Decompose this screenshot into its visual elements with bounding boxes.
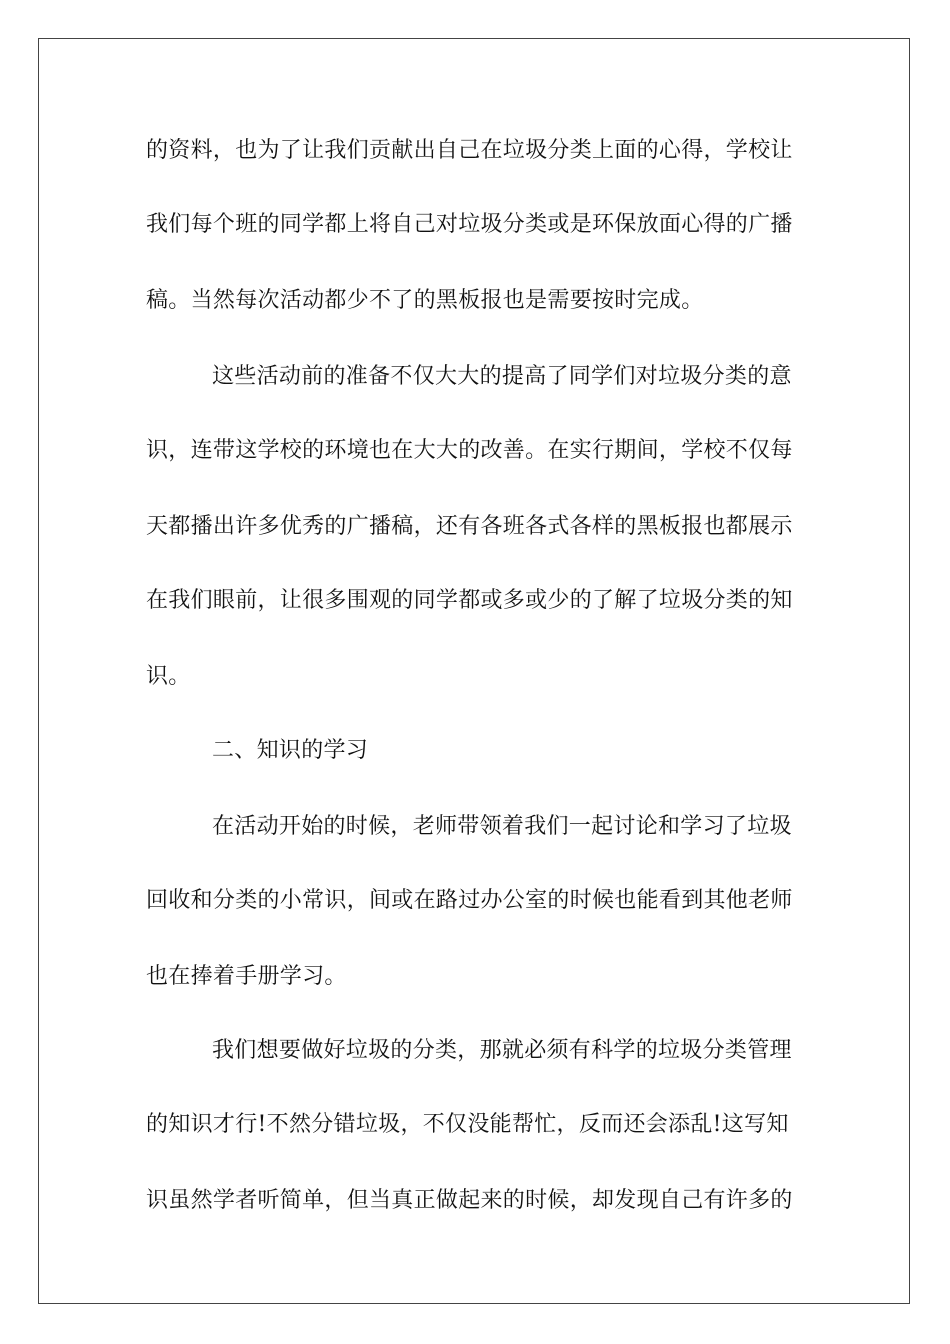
- text-line: 的知识才行!不然分错垃圾，不仅没能帮忙，反而还会添乱!这写知: [146, 1112, 789, 1137]
- text-line: 的资料，也为了让我们贡献出自己在垃圾分类上面的心得，学校让: [146, 138, 793, 163]
- text-line: 我们每个班的同学都上将自己对垃圾分类或是环保放面心得的广播: [146, 212, 793, 237]
- text-line: 天都播出许多优秀的广播稿，还有各班各式各样的黑板报也都展示: [146, 514, 793, 539]
- text-line: 在我们眼前，让很多围观的同学都或多或少的了解了垃圾分类的知: [146, 588, 793, 613]
- text-line: 识，连带这学校的环境也在大大的改善。在实行期间，学校不仅每: [146, 438, 793, 463]
- paragraph-start-line: 我们想要做好垃圾的分类，那就必须有科学的垃圾分类管理: [212, 1038, 792, 1063]
- text-line: 识。: [146, 664, 191, 689]
- paragraph-start-line: 在活动开始的时候，老师带领着我们一起讨论和学习了垃圾: [212, 814, 792, 839]
- text-line: 识虽然学者听简单，但当真正做起来的时候，却发现自己有许多的: [146, 1188, 793, 1213]
- text-line: 稿。当然每次活动都少不了的黑板报也是需要按时完成。: [146, 288, 704, 313]
- text-line: 也在捧着手册学习。: [146, 964, 347, 989]
- text-line: 回收和分类的小常识，间或在路过办公室的时候也能看到其他老师: [146, 888, 793, 913]
- section-heading: 二、知识的学习: [212, 738, 369, 763]
- paragraph-start-line: 这些活动前的准备不仅大大的提高了同学们对垃圾分类的意: [212, 364, 792, 389]
